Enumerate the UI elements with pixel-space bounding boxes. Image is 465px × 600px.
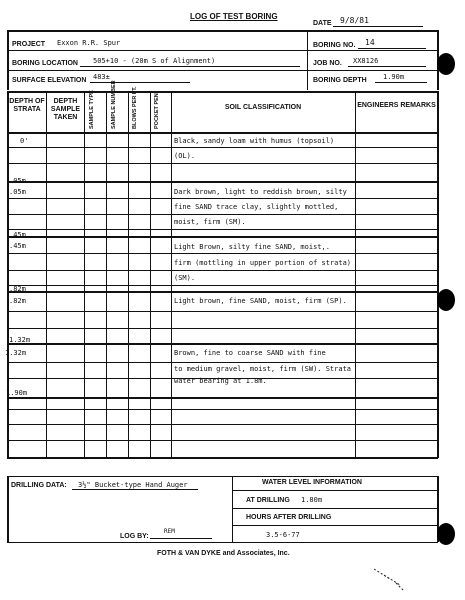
log-by-label: LOG BY: [120, 533, 149, 540]
hours-after-line [232, 525, 438, 526]
stratum-5-line-2: to medium gravel, moist, firm (SW). Strata [174, 365, 352, 373]
stratum-5-line-3: water bearing at 1.8m. [174, 377, 267, 385]
stratum-3-bottom: .82m [9, 285, 26, 293]
row-line [7, 147, 438, 148]
company-name: FOTH & VAN DYKE and Associates, Inc. [157, 550, 290, 557]
row-line [7, 198, 438, 199]
table-header-bottom [7, 132, 438, 134]
log-by-underline [150, 538, 212, 539]
row-line [7, 270, 438, 271]
stratum-boundary [7, 291, 438, 293]
surface-elevation-value: 483± [93, 73, 110, 81]
row-line [7, 285, 438, 286]
table-top-border [7, 91, 438, 93]
header-sample-type: SAMPLE TYPE [89, 90, 95, 129]
stratum-3-line-1: Light Brown, silty fine SAND, moist,. [174, 243, 330, 251]
stratum-1-top: 0' [20, 137, 29, 145]
drilling-data-underline [72, 489, 198, 490]
boring-location-value: 505+10 - (20m S of Alignment) [93, 57, 216, 65]
stratum-1-bottom: .05m [9, 177, 26, 185]
row-line [7, 424, 438, 425]
row-line [7, 229, 438, 230]
date-underline [333, 26, 423, 27]
at-drilling-value: 1.80m [301, 496, 323, 504]
header-pocket-pen: POCKET PEN. [154, 91, 160, 129]
boring-depth-value: 1.90m [383, 73, 405, 81]
water-level-title-line [232, 490, 438, 491]
boring-no-value: 14 [365, 38, 375, 47]
stratum-3-top: .45m [9, 242, 26, 250]
header-row-line-2 [7, 70, 438, 71]
header-soil-classification: SOIL CLASSIFICATION [224, 104, 302, 111]
punch-hole-top [437, 53, 455, 75]
stratum-1-line-1: Black, sandy loam with humus (topsoil) [174, 137, 335, 145]
header-sample-number: SAMPLE NUMBER [111, 80, 117, 129]
punch-hole-bottom [437, 523, 455, 545]
hours-after-value: 3.5-6-77 [266, 531, 300, 539]
header-blows: BLOWS PER FT. [132, 86, 138, 129]
row-line [7, 328, 438, 329]
stratum-3-line-2: firm (mottling in upper portion of strata) [174, 259, 352, 267]
boring-depth-label: BORING DEPTH [313, 77, 367, 84]
stratum-4-bottom: 1.32m [9, 336, 31, 344]
stratum-5-line-1: Brown, fine to coarse SAND with fine [174, 349, 326, 357]
surface-elevation-label: SURFACE ELEVATION [12, 77, 87, 84]
header-divider [307, 30, 308, 90]
punch-hole-middle [437, 289, 455, 311]
boring-location-label: BORING LOCATION [12, 60, 78, 67]
footer-divider [232, 476, 233, 542]
header-engineers-remarks: ENGINEERS REMARKS [357, 102, 436, 109]
stratum-1-line-2: (OL). [174, 152, 196, 160]
stratum-boundary [7, 181, 438, 183]
boring-location-underline [80, 66, 300, 67]
project-value: Exxon R.R. Spur [57, 39, 121, 47]
form-title: LOG OF TEST BORING [190, 12, 278, 21]
stratum-2-top: .05m [9, 188, 26, 196]
footer-bottom-border [7, 542, 438, 543]
header-depth: DEPTH OF STRATA [9, 98, 45, 113]
stratum-2-line-1: Dark brown, light to reddish brown, silty [174, 188, 347, 196]
row-line [7, 163, 438, 164]
header-left-border [7, 30, 9, 90]
drilling-data-value: 3½" Bucket-type Hand Auger [78, 481, 188, 489]
row-line [7, 311, 438, 312]
stratum-boundary [7, 236, 438, 238]
stratum-2-line-3: moist, firm (SM). [174, 218, 246, 226]
row-line [7, 409, 438, 410]
stratum-boundary [7, 343, 438, 345]
project-label: PROJECT [12, 41, 46, 48]
footer-top-border [7, 476, 438, 477]
footer-left-border [7, 476, 9, 542]
header-top-border [7, 30, 438, 32]
boring-no-label: BORING NO. [313, 42, 356, 49]
stratum-5-bottom: 1.90m [6, 389, 28, 397]
row-line [7, 362, 438, 363]
row-line [7, 214, 438, 215]
job-no-value: XX8126 [353, 57, 379, 65]
stratum-4-line-1: Light brown, fine SAND, moist, firm (SP). [174, 297, 347, 305]
job-no-underline [348, 66, 426, 67]
at-drilling-line [232, 508, 438, 509]
stratum-5-top: 1.32m [5, 349, 27, 357]
at-drilling-label: AT DRILLING [246, 497, 290, 504]
stratum-2-line-2: fine SAND trace clay, slightly mottled, [174, 203, 339, 211]
boring-depth-underline [375, 82, 427, 83]
row-line [7, 253, 438, 254]
scan-mark [370, 565, 410, 595]
drilling-data-label: DRILLING DATA: [11, 482, 67, 489]
date-value: 9/8/81 [340, 16, 369, 25]
stratum-boundary [7, 397, 438, 399]
log-by-value: REM [164, 528, 175, 535]
header-sample-taken: DEPTH SAMPLE TAKEN [50, 98, 81, 121]
row-line [7, 440, 438, 441]
header-row-line-1 [7, 50, 438, 51]
stratum-3-line-3: (SM). [174, 274, 196, 282]
job-no-label: JOB NO. [313, 60, 342, 67]
boring-no-underline [358, 48, 426, 49]
table-bottom-border [7, 457, 438, 459]
surface-elevation-underline [90, 82, 190, 83]
date-label: DATE [313, 20, 332, 27]
water-level-title: WATER LEVEL INFORMATION [262, 479, 362, 486]
stratum-2-bottom: .45m [9, 231, 26, 239]
hours-after-label: HOURS AFTER DRILLING [246, 514, 332, 521]
stratum-4-top: .82m [9, 297, 26, 305]
